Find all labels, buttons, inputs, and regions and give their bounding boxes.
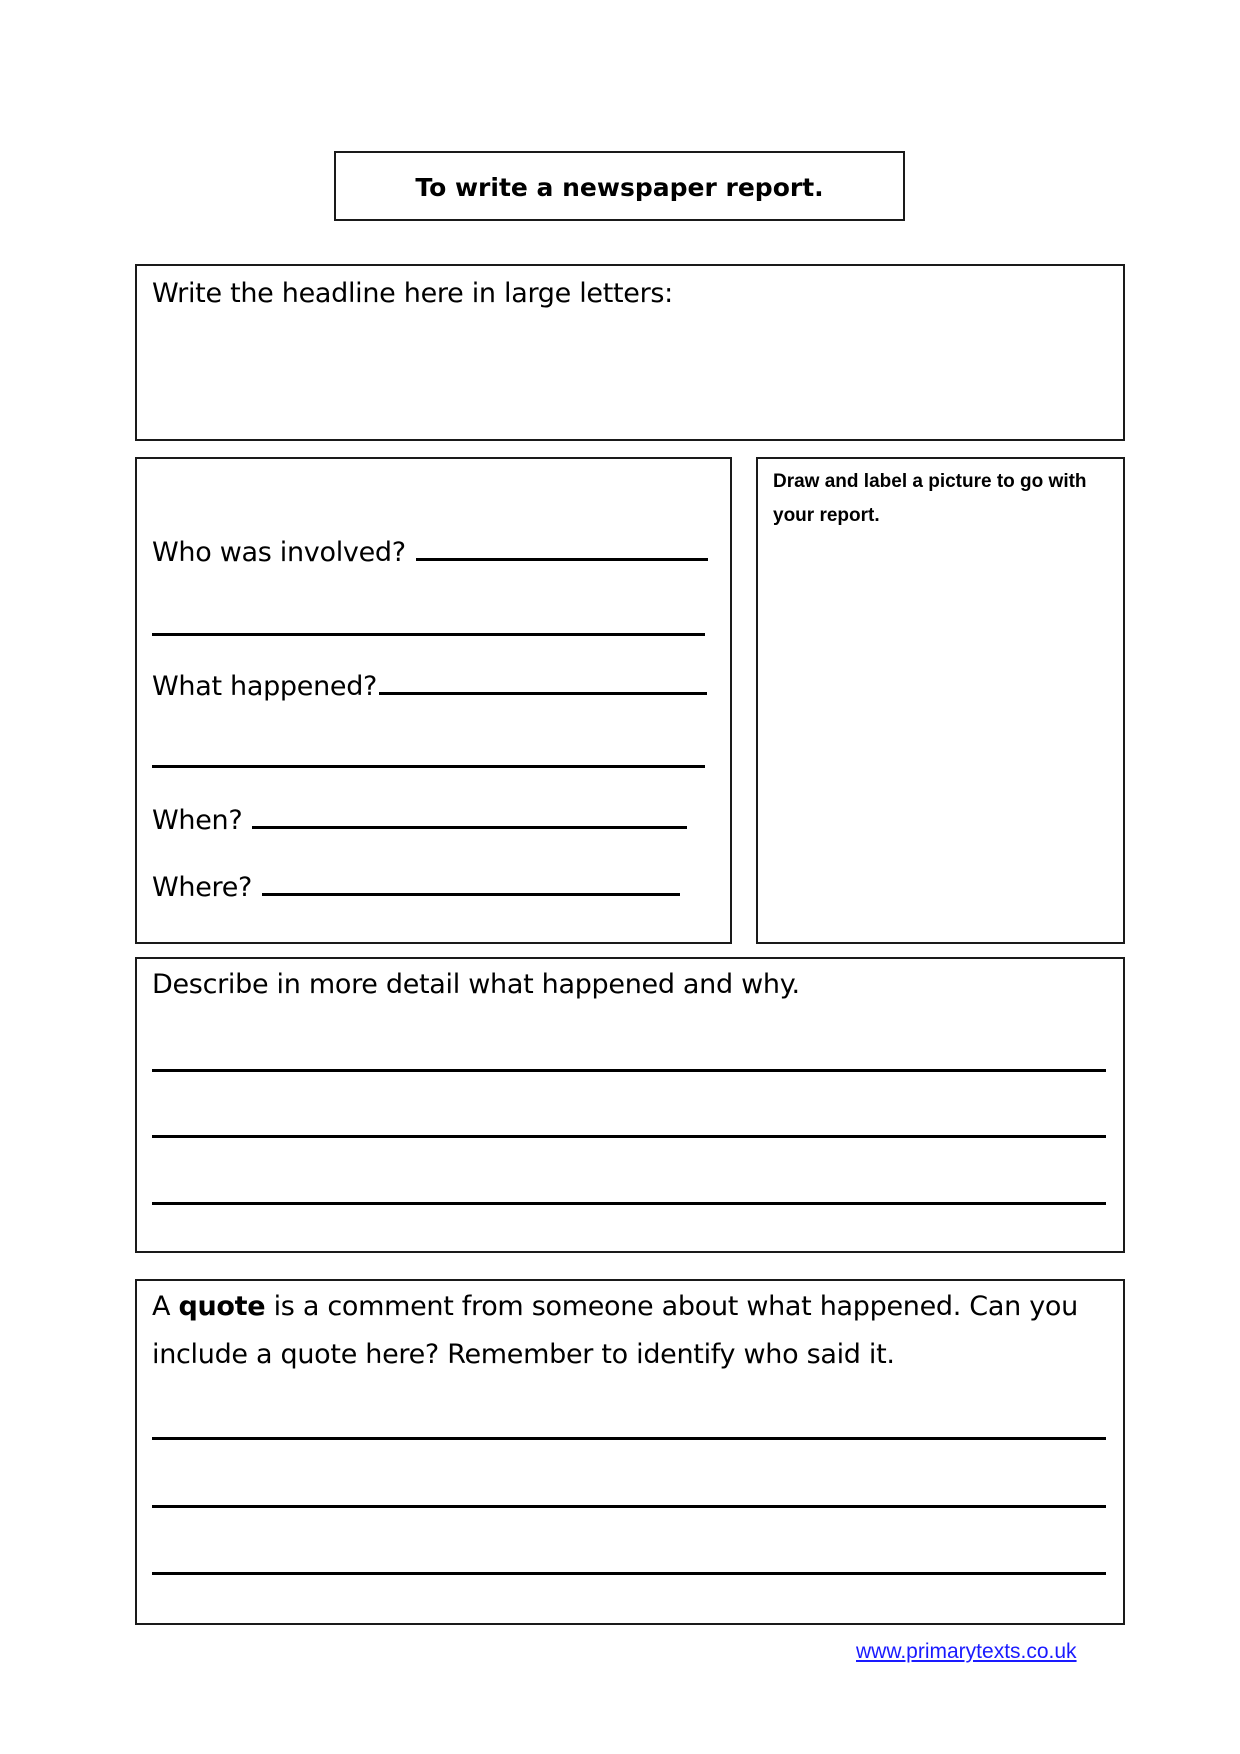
quote-box	[135, 1279, 1125, 1625]
quote-writing-line-2[interactable]	[152, 1505, 1106, 1508]
detail-prompt: Describe in more detail what happened and why.	[152, 969, 800, 1000]
quote-line-1-rest: is a comment from someone about what happened. Can you	[265, 1291, 1078, 1322]
quote-writing-line-1[interactable]	[152, 1437, 1106, 1440]
detail-writing-line-1[interactable]	[152, 1069, 1106, 1072]
headline-box[interactable]	[135, 264, 1125, 441]
picture-box[interactable]	[756, 457, 1125, 944]
picture-prompt: Draw and label a picture to go with your report.	[773, 471, 1087, 526]
answer-line-where[interactable]	[262, 893, 680, 896]
question-what	[152, 671, 707, 702]
answer-line-when[interactable]	[252, 826, 687, 829]
question-where	[152, 872, 680, 903]
quote-writing-line-3[interactable]	[152, 1572, 1106, 1575]
answer-line-who[interactable]	[416, 558, 708, 561]
question-when	[152, 805, 687, 836]
quote-prompt-line-2: include a quote here? Remember to identify who said it.	[152, 1339, 895, 1370]
question-when-label: When?	[152, 805, 243, 836]
headline-prompt: Write the headline here in large letters:	[152, 278, 673, 309]
answer-line-what[interactable]	[379, 692, 707, 695]
question-who-label: Who was involved?	[152, 537, 406, 568]
quote-keyword: quote	[178, 1291, 266, 1322]
question-who	[152, 537, 708, 568]
footer-website-link[interactable]: www.primarytexts.co.uk	[856, 1640, 1077, 1663]
questions-box	[135, 457, 732, 944]
question-what-label: What happened?	[152, 671, 378, 702]
answer-line-what-2[interactable]	[152, 765, 705, 768]
page-title: To write a newspaper report.	[415, 173, 824, 202]
question-where-label: Where?	[152, 872, 253, 903]
answer-line-who-2[interactable]	[152, 633, 705, 636]
detail-writing-line-3[interactable]	[152, 1202, 1106, 1205]
title-box	[334, 151, 905, 221]
quote-prefix: A	[152, 1291, 179, 1322]
detail-box	[135, 957, 1125, 1253]
quote-prompt-line-1	[152, 1291, 1078, 1322]
detail-writing-line-2[interactable]	[152, 1135, 1106, 1138]
